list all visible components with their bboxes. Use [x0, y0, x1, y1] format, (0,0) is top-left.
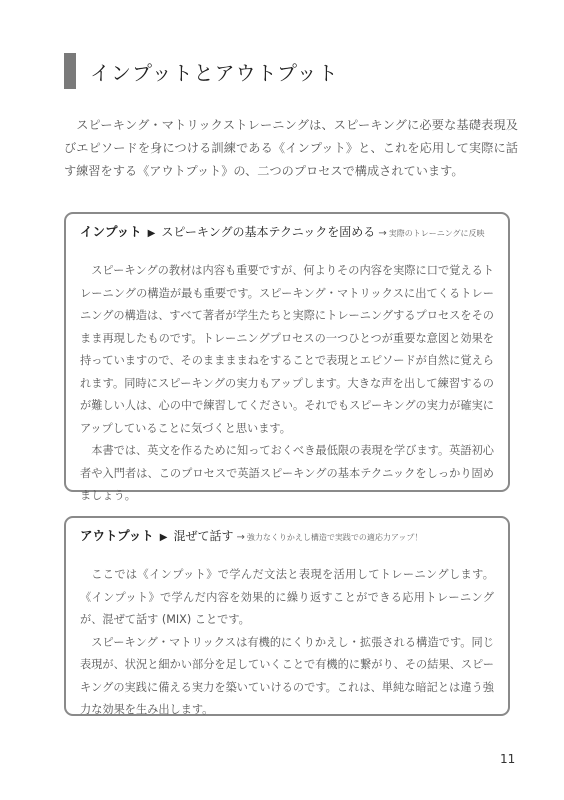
input-label: インプット	[80, 224, 142, 239]
input-paragraph-1: スピーキングの教材は内容も重要ですが、何よりその内容を実際に口で覚えるトレーニングの構造が最も重要です。スピーキング・マトリックスに出てくるトレーニングの構造は、すべて著者が学生たちと実際にトレーニングするプロセスをそのまま再現したものです。トレーニングプロセスの一つひとつが重要な意図と効果を持っていますので、そのままままねをすることで表現とエピソードが自然に覚えられます。同時にスピーキングの実力もアップします。大きな声を出して練習するのが難しい人は、心の中で練習してください。それでもスピーキングの実力が確実にアップしていることに気づくと思います。	[80, 264, 494, 435]
input-box	[64, 212, 510, 502]
output-paragraph-2: スピーキング・マトリックスは有機的にくりかえし・拡張される構造です。同じ表現が、状況と細かい部分を足していくことで有機的に繋がり、その結果、スピーキングの実践に備える実力を築いていけるのです。これは、単純な暗記とは違う強力な効果を生み出します。	[80, 635, 494, 716]
intro-paragraph: スピーキング・マトリックストレーニングは、スピーキングに必要な基礎表現及びエピソードを身につける訓練である《インプット》と、これを応用して実際に話す練習をする《アウトプット》の、二つのプロセスで構成されています。	[64, 118, 518, 178]
section-heading	[64, 52, 339, 90]
output-box-body	[80, 564, 494, 722]
arrow-right-icon: →	[378, 228, 387, 239]
output-paragraph-1: ここでは《インプット》で学んだ文法と表現を活用してトレーニングします。《インプット》で学んだ内容を効果的に繰り返すことができる応用トレーニングが、混ぜて話す (MIX) ことです。	[80, 568, 494, 626]
page-number: 11	[500, 752, 516, 766]
input-note: 実際のトレーニングに反映	[388, 229, 485, 238]
output-box-header	[80, 526, 500, 544]
input-topic: スピーキングの基本テクニックを固める	[161, 225, 376, 239]
page-title: インプットとアウトプット	[90, 60, 339, 85]
input-paragraph-2: 本書では、英文を作るために知っておくべき最低限の表現を学びます。英語初心者や入門者は、このプロセスで英語スピーキングの基本テクニックをしっかり固めましょう。	[80, 444, 494, 502]
heading-accent-bar	[64, 53, 76, 89]
output-topic: 混ぜて話す	[173, 529, 234, 543]
input-box-header	[80, 222, 500, 240]
triangle-right-icon: ▶	[147, 228, 156, 239]
output-note: 強力なくりかえし構造で実践での適応力アップ！	[246, 533, 423, 542]
input-box-body	[80, 260, 494, 508]
triangle-right-icon: ▶	[159, 532, 168, 543]
output-box	[64, 516, 510, 716]
output-label: アウトプット	[80, 528, 154, 543]
arrow-right-icon: →	[236, 532, 245, 543]
